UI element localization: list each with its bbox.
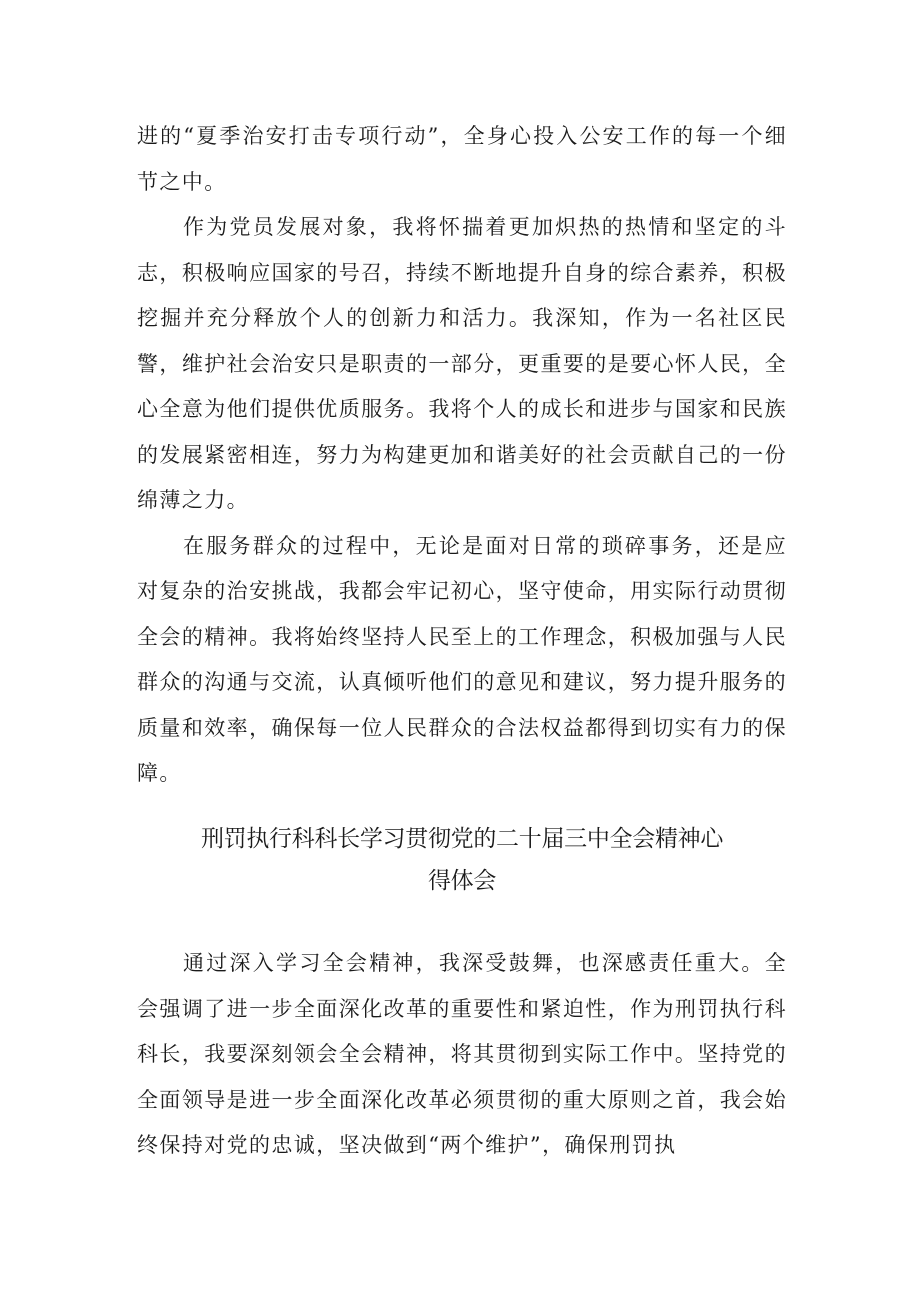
paragraph-study-spirit: 通过深入学习全会精神，我深受鼓舞，也深感责任重大。全会强调了进一步全面深化改革的重要性和紧迫性，作为刑罚执行科科长，我要深刻领会全会精神，将其贯彻到实际工作中。坚持党的全面领导是进一步全面深化改革必须贯彻的重大原则之首，我会始终保持对党的忠诚，坚决做到“两个维护”，确保刑罚执 [137,951,787,1157]
body-text-section-1 [137,114,787,797]
article-title [137,818,787,902]
paragraph-party-member: 作为党员发展对象，我将怀揣着更加炽热的热情和坚定的斗志，积极响应国家的号召，持续不断地提升自身的综合素养，积极挖掘并充分释放个人的创新力和活力。我深知，作为一名社区民警，维护社会治安只是职责的一部分，更重要的是要心怀人民，全心全意为他们提供优质服务。我将个人的成长和进步与国家和民族的发展紧密相连，努力为构建更加和谐美好的社会贡献自己的一份绵薄之力。 [137,215,787,512]
article-title-line-2: 得体会 [427,868,497,894]
paragraph-serving-masses: 在服务群众的过程中，无论是面对日常的琐碎事务，还是应对复杂的治安挑战，我都会牢记初心，坚守使命，用实际行动贯彻全会的精神。我将始终坚持人民至上的工作理念，积极加强与人民群众的沟通与交流，认真倾听他们的意见和建议，努力提升服务的质量和效率，确保每一位人民群众的合法权益都得到切实有力的保障。 [137,533,787,785]
paragraph-continued: 进的“夏季治安打击专项行动”，全身心投入公安工作的每一个细节之中。 [137,124,787,194]
article-title-line-1: 刑罚执行科科长学习贯彻党的二十届三中全会精神心 [200,826,724,852]
body-text-section-2 [137,941,787,1169]
